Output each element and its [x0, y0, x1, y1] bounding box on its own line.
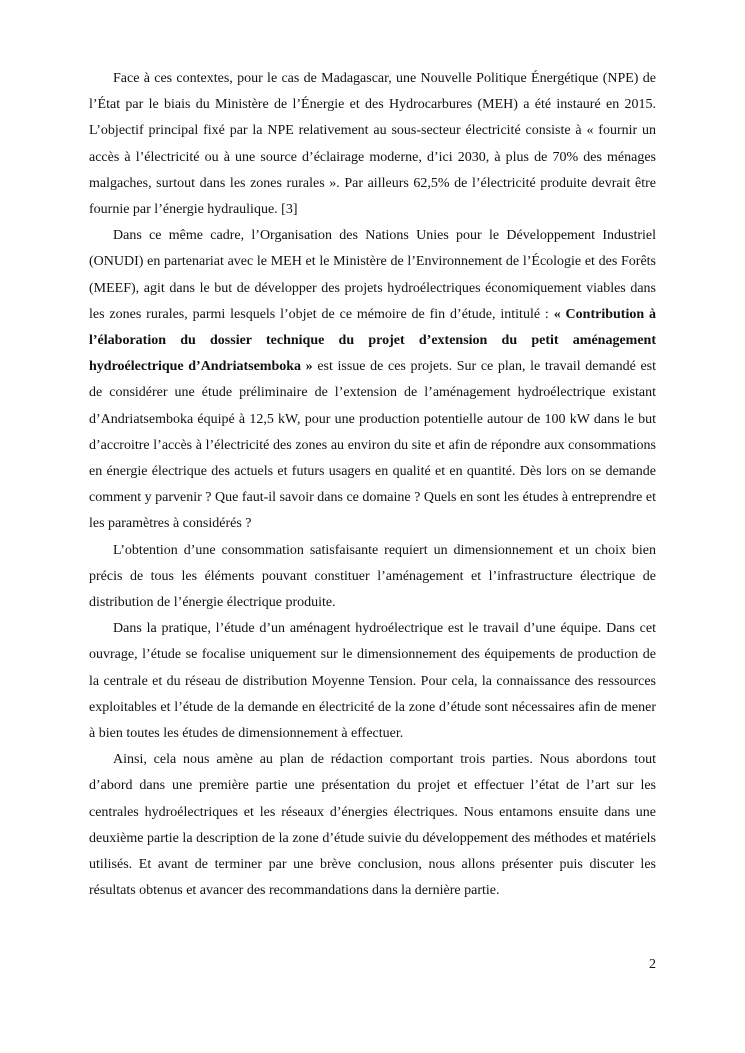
page-number: 2	[649, 957, 656, 972]
paragraph-onudi-project	[89, 223, 656, 537]
paragraph-consumption: L’obtention d’une consommation satisfaisante requiert un dimensionnement et un choix bien précis de tous les éléments pouvant constituer l’aménagement et l’infrastructure électrique de distribution de l’énergie électrique produite.	[89, 542, 656, 611]
document-body	[89, 66, 656, 905]
paragraph-onudi-rest: est issue de ces projets. Sur ce plan, le travail demandé est de considérer une étude préliminaire de l’extension de l’aménagement hydroélectrique existant d’Andriatsemboka équipé à 12,5 kW, pour une production potentielle autour de 100 kW dans le but d’accroitre l’accès à l’électricité des zones au environ du site et afin de répondre aux consommations en énergie électrique des actuels et futurs usagers en qualité et en quantité. Dès lors on se demande comment y parvenir ? Que faut-il savoir dans ce domaine ? Quels en sont les études à entreprendre et les paramètres à considérés ?	[89, 359, 656, 532]
paragraph-npe-context: Face à ces contextes, pour le cas de Madagascar, une Nouvelle Politique Énergétique (NPE) de l’État par le biais du Ministère de l’Énergie et des Hydrocarbures (MEH) a été instauré en 2015. L’objectif principal fixé par la NPE relativement au sous-secteur électricité consiste à « fournir un accès à l’électricité ou à une source d’éclairage moderne, d’ici 2030, à plus de 70% des ménages malgaches, surtout dans les zones rurales ». Par ailleurs 62,5% de l’électricité produite devrait être fournie par l’énergie hydraulique. [3]	[89, 71, 656, 218]
paragraph-onudi-intro: Dans ce même cadre, l’Organisation des Nations Unies pour le Développement Industriel (ONUDI) en partenariat avec le MEH et le Ministère de l’Environnement de l’Écologie et des Forêts (MEEF), agit dans le but de développer des projets hydroélectriques économiquement viables dans les zones rurales, parmi lesquels l’objet de ce mémoire de fin d’étude, intitulé :	[89, 228, 656, 322]
paragraph-plan: Ainsi, cela nous amène au plan de rédaction comportant trois parties. Nous abordons tout d’abord dans une première partie une présentation du projet et effectuer l’état de l’art sur les centrales hydroélectriques et les réseaux d’énergies électriques. Nous entamons ensuite dans une deuxième partie la description de la zone d’étude suivie du développement des méthodes et matériels utilisés. Et avant de terminer par une brève conclusion, nous allons présenter puis discuter les résultats obtenus et avancer des recommandations dans la dernière partie.	[89, 752, 656, 899]
paragraph-practice: Dans la pratique, l’étude d’un aménagent hydroélectrique est le travail d’une équipe. Dans cet ouvrage, l’étude se focalise uniquement sur le dimensionnement des équipements de production de la centrale et du réseau de distribution Moyenne Tension. Pour cela, la connaissance des ressources exploitables et l’étude de la demande en électricité de la zone d’étude sont nécessaires afin de mener à bien toutes les études de dimensionnement à effectuer.	[89, 621, 656, 742]
memoir-title: « Contribution à l’élaboration du dossier technique du projet d’extension du petit aménagement hydroélectrique d’Andriatsemboka »	[89, 306, 656, 375]
